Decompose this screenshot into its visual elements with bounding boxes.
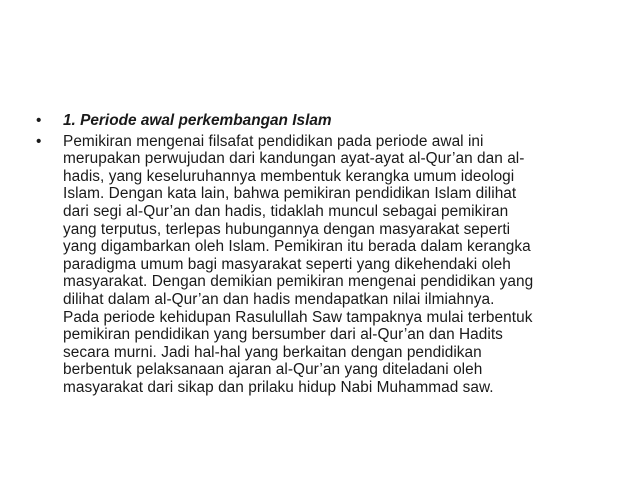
paragraph-line: pemikiran pendidikan yang bersumber dari al-Qur’an dan Hadits	[63, 326, 503, 344]
section-heading: 1. Periode awal perkembangan Islam	[63, 112, 332, 129]
bullet-marker: •	[36, 132, 42, 150]
paragraph-line: Pemikiran mengenai filsafat pendidikan pada periode awal ini	[63, 132, 484, 150]
paragraph-line: berbentuk pelaksanaan ajaran al-Qur’an yang diteladani oleh	[63, 361, 483, 379]
paragraph-line: merupakan perwujudan dari kandungan ayat-ayat al-Qur’an dan al-	[63, 150, 525, 168]
bullet-item-paragraph	[36, 133, 604, 397]
paragraph-line: secara murni. Jadi hal-hal yang berkaitan dengan pendidikan	[63, 343, 482, 361]
paragraph-line: dilihat dalam al-Qur’an dan hadis mendapatkan nilai ilmiahnya.	[63, 290, 495, 308]
paragraph-line: paradigma umum bagi masyarakat seperti yang dikehendaki oleh	[63, 255, 511, 273]
paragraph-line: dari segi al-Qur’an dan hadis, tidaklah muncul sebagai pemikiran	[63, 202, 509, 220]
bullet-item-heading	[36, 112, 604, 130]
bullet-marker: •	[36, 112, 42, 129]
paragraph-line: Pada periode kehidupan Rasulullah Saw tampaknya mulai terbentuk	[63, 308, 533, 326]
paragraph-line: Islam. Dengan kata lain, bahwa pemikiran pendidikan Islam dilihat	[63, 185, 517, 203]
paragraph-text	[63, 133, 604, 397]
paragraph-line: masyarakat dari sikap dan prilaku hidup Nabi Muhammad saw.	[63, 378, 494, 396]
bullet-list	[36, 112, 604, 400]
paragraph-line: yang terputus, terlepas hubungannya dengan masyarakat seperti	[63, 220, 511, 238]
paragraph-line: yang digambarkan oleh Islam. Pemikiran itu berada dalam kerangka	[63, 238, 531, 256]
paragraph-line: hadis, yang keseluruhannya membentuk kerangka umum ideologi	[63, 167, 515, 185]
paragraph-line: masyarakat. Dengan demikian pemikiran mengenai pendidikan yang	[63, 273, 534, 291]
